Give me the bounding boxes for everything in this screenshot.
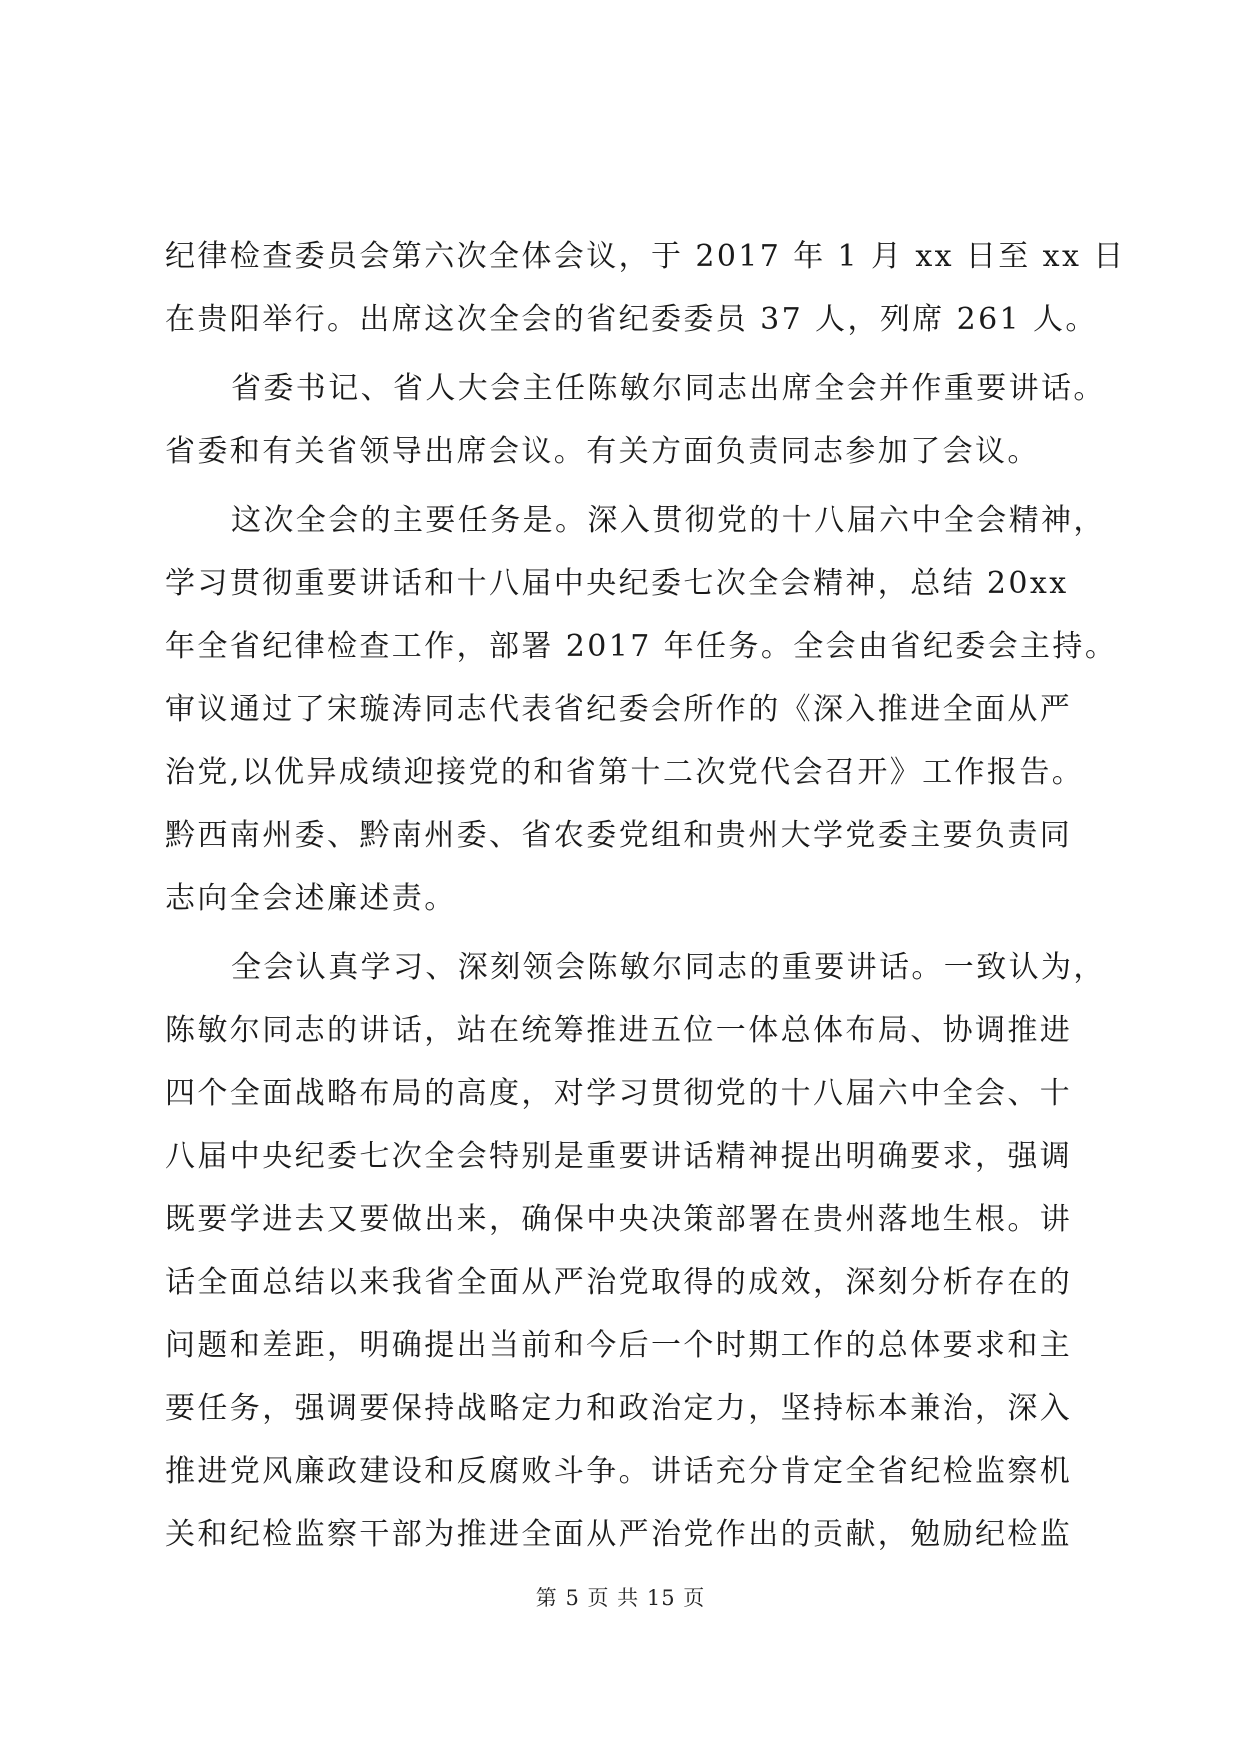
paragraph-first-line: 省委书记、省人大会主任陈敏尔同志出席全会并作重要讲话。 xyxy=(231,371,1106,406)
body-text-line: 陈敏尔同志的讲话，站在统筹推进五位一体总体布局、协调推进 xyxy=(165,1013,1073,1048)
body-text-line: 话全面总结以来我省全面从严治党取得的成效，深刻分析存在的 xyxy=(165,1265,1073,1300)
body-text-line: 关和纪检监察干部为推进全面从严治党作出的贡献，勉励纪检监 xyxy=(165,1517,1073,1552)
body-text-line: 省委和有关省领导出席会议。有关方面负责同志参加了会议。 xyxy=(165,434,1040,469)
body-text-line: 纪律检查委员会第六次全体会议，于 2017 年 1 月 xx 日至 xx 日 xyxy=(165,239,1126,274)
page-number-footer: 第 5 页 共 15 页 xyxy=(535,1586,706,1610)
body-text-line: 既要学进去又要做出来，确保中央决策部署在贵州落地生根。讲 xyxy=(165,1202,1073,1237)
body-text-line: 学习贯彻重要讲话和十八届中央纪委七次全会精神，总结 20xx xyxy=(165,566,1069,601)
body-text-line: 推进党风廉政建设和反腐败斗争。讲话充分肯定全省纪检监察机 xyxy=(165,1454,1073,1489)
body-text-line: 八届中央纪委七次全会特别是重要讲话精神提出明确要求，强调 xyxy=(165,1139,1073,1174)
body-text-line: 四个全面战略布局的高度，对学习贯彻党的十八届六中全会、十 xyxy=(165,1076,1073,1111)
body-text-line: 问题和差距，明确提出当前和今后一个时期工作的总体要求和主 xyxy=(165,1328,1073,1363)
body-text-line: 要任务，强调要保持战略定力和政治定力，坚持标本兼治，深入 xyxy=(165,1391,1073,1426)
body-text-line: 在贵阳举行。出席这次全会的省纪委委员 37 人，列席 261 人。 xyxy=(165,302,1098,337)
body-text-line: 志向全会述廉述责。 xyxy=(165,881,457,916)
body-text-line: 审议通过了宋璇涛同志代表省纪委会所作的《深入推进全面从严 xyxy=(165,692,1073,727)
paragraph-first-line: 这次全会的主要任务是。深入贯彻党的十八届六中全会精神， xyxy=(231,503,1106,538)
body-text-line: 治党,以优异成绩迎接党的和省第十二次党代会召开》工作报告。 xyxy=(165,755,1085,790)
paragraph-first-line: 全会认真学习、深刻领会陈敏尔同志的重要讲话。一致认为， xyxy=(231,950,1106,985)
body-text-line: 年全省纪律检查工作，部署 2017 年任务。全会由省纪委会主持。 xyxy=(165,629,1118,664)
body-text-line: 黔西南州委、黔南州委、省农委党组和贵州大学党委主要负责同 xyxy=(165,818,1073,853)
